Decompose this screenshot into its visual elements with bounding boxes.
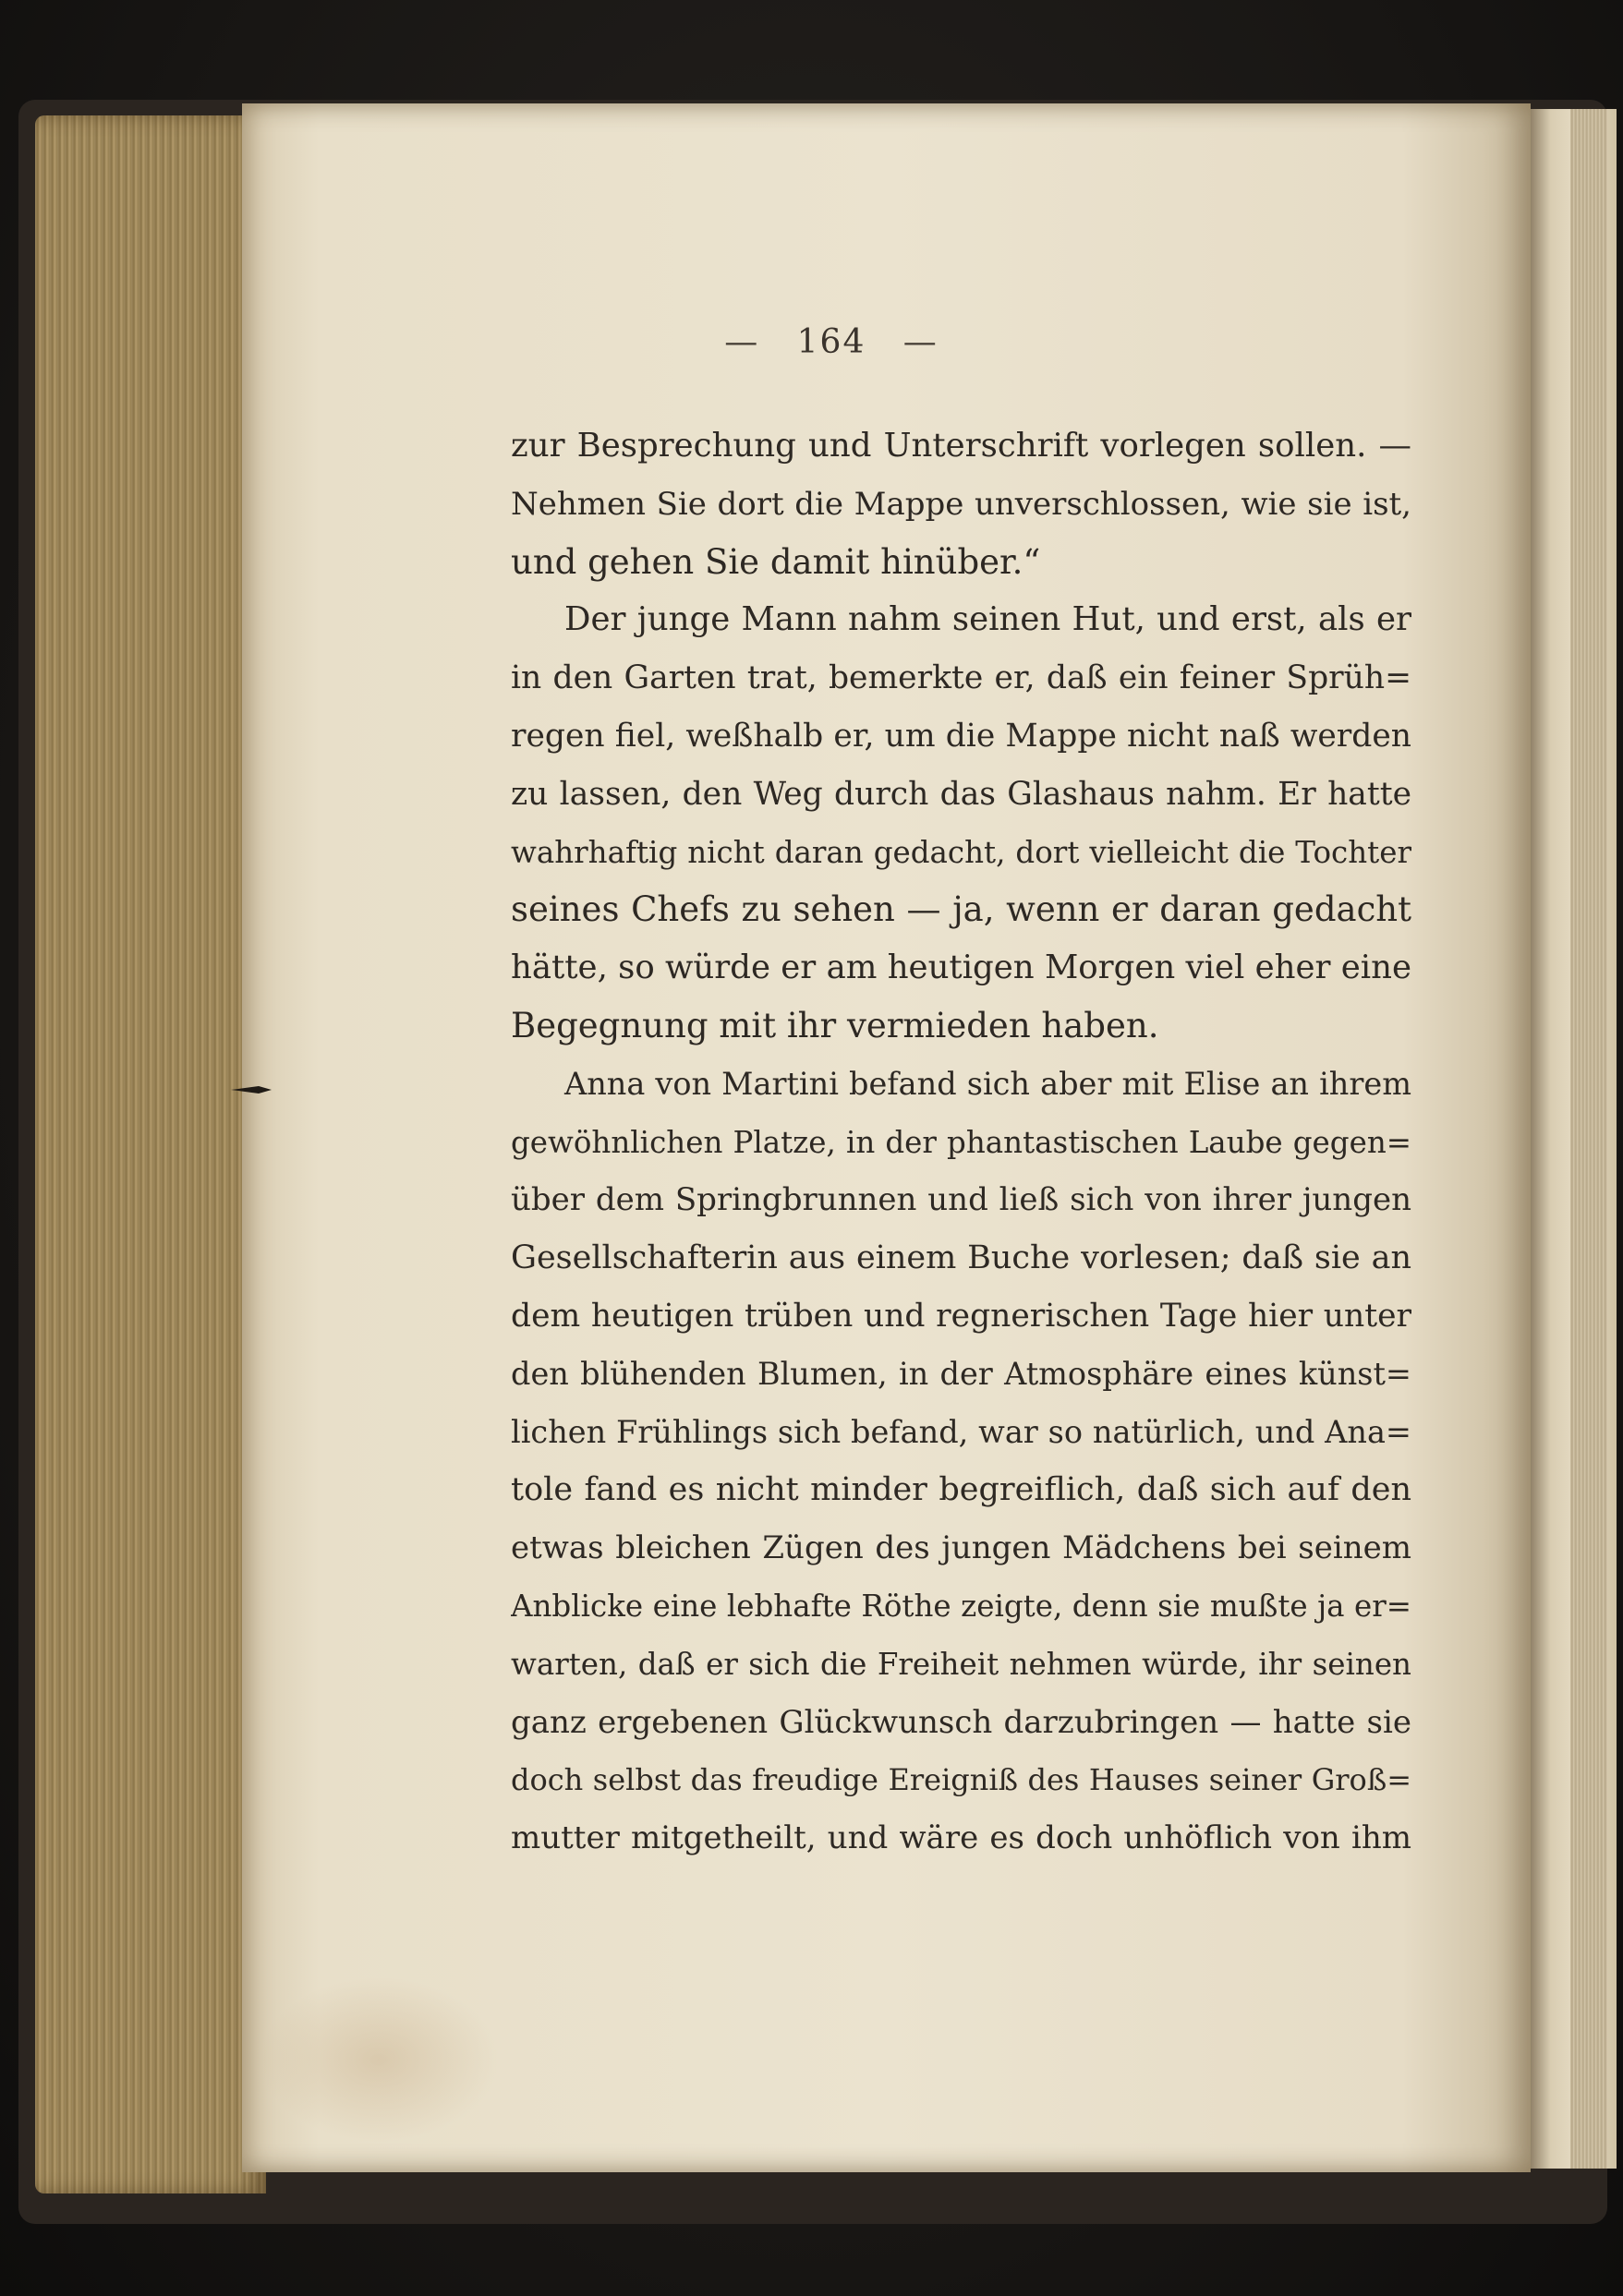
- text-line: lichen Frühlings sich befand, war so natürlich, und Ana=: [511, 1413, 1411, 1450]
- text-line: und gehen Sie damit hinüber.“: [511, 541, 1041, 582]
- page-edges-right: [1570, 109, 1607, 2169]
- text-line: den blühenden Blumen, in der Atmosphäre eines künst=: [511, 1355, 1411, 1392]
- text-line: gewöhnlichen Platze, in der phantastischen Laube gegen=: [511, 1124, 1411, 1160]
- text-line: Gesellschafterin aus einem Buche vorlesen; daß sie an: [511, 1239, 1411, 1277]
- text-line: doch selbst das freudige Ereigniß des Hauses seiner Groß=: [511, 1762, 1411, 1798]
- text-line: seines Chefs zu sehen — ja, wenn er daran gedacht: [511, 889, 1411, 930]
- text-line: mutter mitgetheilt, und wäre es doch unhöflich von ihm: [511, 1819, 1411, 1857]
- text-line: ganz ergebenen Glückwunsch darzubringen — hatte sie: [511, 1703, 1411, 1741]
- text-line: Der junge Mann nahm seinen Hut, und erst, als er: [564, 600, 1411, 639]
- text-line: Anblicke eine lebhafte Röthe zeigte, denn sie mußte ja er=: [511, 1588, 1411, 1624]
- page-number-value: 164: [796, 323, 866, 361]
- page-number-dash-left: —: [724, 323, 760, 361]
- text-line: Nehmen Sie dort die Mappe unverschlossen, wie sie ist,: [511, 485, 1411, 523]
- text-line: wahrhaftig nicht daran gedacht, dort vielleicht die Tochter: [511, 834, 1411, 870]
- page-number: [693, 323, 970, 361]
- text-line: etwas bleichen Zügen des jungen Mädchens bei seinem: [511, 1529, 1411, 1567]
- text-line: in den Garten trat, bemerkte er, daß ein feiner Sprüh=: [511, 659, 1411, 697]
- text-line: Begegnung mit ihr vermieden haben.: [511, 1005, 1159, 1045]
- text-line: regen fiel, weßhalb er, um die Mappe nicht naß werden: [511, 717, 1411, 755]
- page-number-dash-right: —: [902, 323, 939, 361]
- body-text: [511, 417, 1411, 1867]
- text-line: zu lassen, den Weg durch das Glashaus nahm. Er hatte: [511, 775, 1411, 813]
- text-line: über dem Springbrunnen und ließ sich von ihrer jungen: [511, 1181, 1411, 1219]
- page-edges-left: [35, 115, 266, 2193]
- text-line: hätte, so würde er am heutigen Morgen viel eher eine: [511, 949, 1411, 987]
- text-line: warten, daß er sich die Freiheit nehmen würde, ihr seinen: [511, 1646, 1411, 1682]
- margin-arrow-mark: [231, 1081, 272, 1099]
- text-line: Anna von Martini befand sich aber mit Elise an ihrem: [564, 1065, 1411, 1102]
- text-line: tole fand es nicht minder begreiflich, daß sich auf den: [511, 1471, 1411, 1509]
- text-line: zur Besprechung und Unterschrift vorlegen sollen. —: [511, 427, 1411, 465]
- page-stain: [259, 1976, 499, 2143]
- text-line: dem heutigen trüben und regnerischen Tage hier unter: [511, 1297, 1411, 1335]
